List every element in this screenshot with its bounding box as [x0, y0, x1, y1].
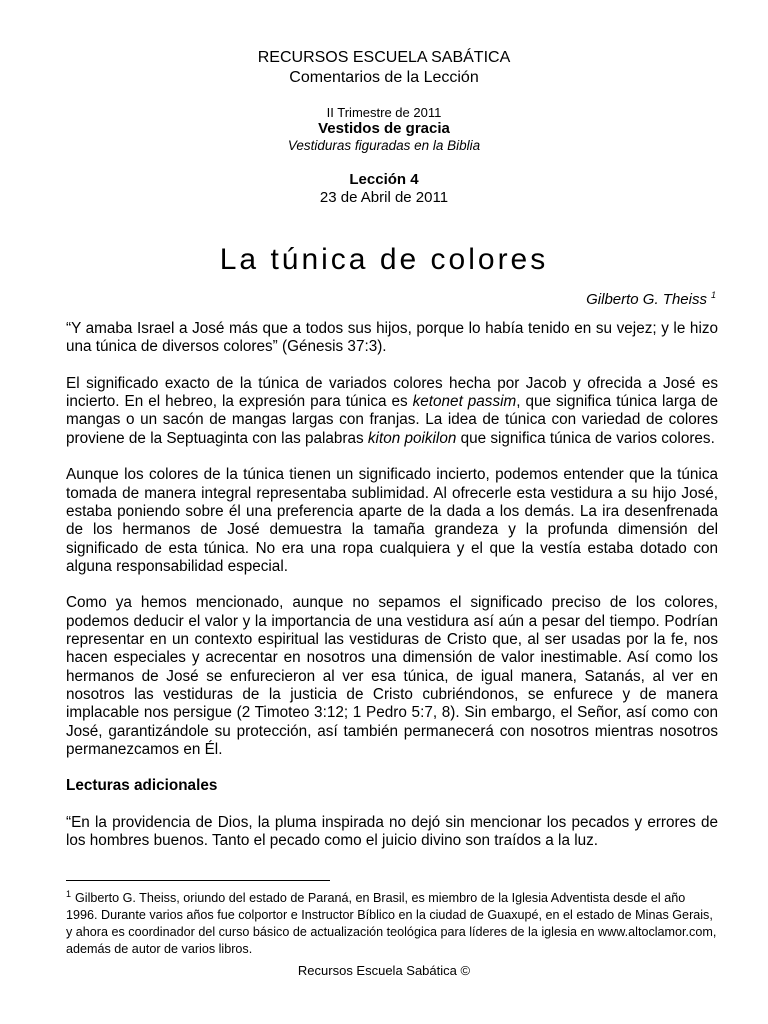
footnote-text: Gilberto G. Theiss, oriundo del estado de Paraná, en Brasil, es miembro de la Iglesia Adventista desde el año 1996. Durante varios años fue colportor e Instructor Bíblico en la ciudad de Guaxupé, en el estado de Minas Gerais, y ahora es coordinador del curso básico de actualización teológica para líderes de la iglesia en www.altoclamor.com, además de autor de varios libros.	[66, 891, 717, 957]
paragraph-quote: “Y amaba Israel a José más que a todos sus hijos, porque lo había tenido en su vejez; y le hizo una túnica de diversos colores” (Génesis 37:3).	[66, 320, 718, 356]
lesson-date: 23 de Abril de 2011	[319, 189, 449, 206]
paragraph-additional-reading: “En la providencia de Dios, la pluma inspirada no dejó sin mencionar los pecados y errores de los hombres buenos. Tanto el pecado como el juicio divino son traídos a la luz.	[66, 814, 718, 850]
article-title: La túnica de colores	[219, 243, 549, 276]
article-author	[586, 286, 716, 309]
paragraph-application: Como ya hemos mencionado, aunque no sepamos el significado preciso de los colores, podemos deducir el valor y la importancia de una vestidura así aún a pesar del tiempo. Podrían representar en un contexto espiritual las vestiduras de Cristo que, al ser usadas por la fe, nos hacen especiales y acrecentar en nosotros una dimensión de valor inestimable. Así como los hermanos de José se enfurecieron al ver esa túnica, de igual manera, Satanás, al ver en nosotros las vestiduras de la justicia de Cristo cubriéndonos, se enfurece y de manera implacable nos persigue (2 Timoteo 3:12; 1 Pedro 5:7, 8). Sin embargo, el Señor, así como con José, garantizándole su protección, así también permanecerá con nosotros mientras nosotros permanezcamos en Él.	[66, 594, 718, 758]
paragraph-text: , que significa túnica larga de mangas o un sacón de mangas largas con franjas. La idea de túnica con variedad de colores proviene de la Septuaginta con las palabras	[66, 393, 718, 447]
paragraph-text: que significa túnica de varios colores.	[456, 429, 715, 447]
paragraph-text: El significado exacto de la túnica de variados colores hecha por Jacob y ofrecida a José es incierto. En el hebreo, la expresión para túnica es	[66, 374, 718, 411]
trimester-label: II Trimestre de 2011	[326, 105, 442, 120]
footnote-reference[interactable]: 1	[710, 290, 716, 300]
footnote-mark: 1	[66, 889, 72, 899]
author-name: Gilberto G. Theiss	[586, 291, 707, 308]
section-heading: Lecturas adicionales	[66, 777, 218, 795]
paragraph-meaning	[66, 375, 718, 448]
greek-term: kiton poikilon	[367, 429, 457, 447]
publication-series: RECURSOS ESCUELA SABÁTICA	[257, 49, 511, 66]
quarter-title: Vestidos de gracia	[318, 120, 450, 137]
footnote	[66, 886, 718, 958]
footnote-divider	[66, 880, 330, 881]
quarter-topic: Vestiduras figuradas en la Biblia	[287, 138, 481, 153]
article-body	[66, 320, 718, 869]
lesson-number: Lección 4	[349, 171, 419, 188]
paragraph-sublimity: Aunque los colores de la túnica tienen un significado incierto, podemos entender que la túnica tomada de manera integral representaba sublimidad. Al ofrecerle esta vestidura a su hijo José, estaba poniendo sobre él una preferencia aparte de la dada a los demás. La ira desenfrenada de los hermanos de José demuestra la tamaña grandeza y la profunda dimensión del significado de esta túnica. No era una ropa cualquiera y el que la vestía estaba dotado con alguna responsabilidad especial.	[66, 466, 718, 575]
publication-subtitle: Comentarios de la Lección	[289, 69, 479, 86]
page-footer: Recursos Escuela Sabática ©	[297, 963, 471, 978]
hebrew-term: ketonet passim	[412, 393, 517, 411]
